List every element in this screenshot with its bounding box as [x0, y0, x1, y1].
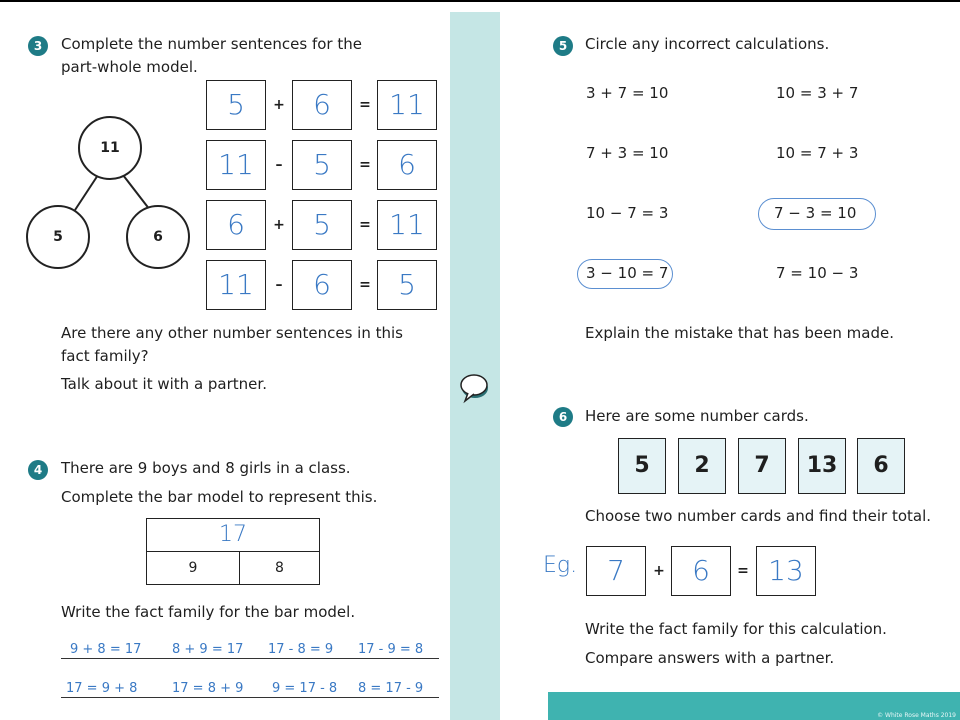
q3-talk-prompt: Talk about it with a partner. [61, 375, 267, 393]
answer-box[interactable]: 13 [756, 546, 816, 596]
equals-sign: = [359, 277, 371, 293]
example-label: Eg. [543, 553, 578, 578]
equals-sign: = [737, 563, 749, 579]
speech-bubble-icon [458, 372, 492, 404]
fact-family-entry: 17 = 9 + 8 [66, 681, 138, 696]
calculation[interactable]: 3 + 7 = 10 [586, 84, 669, 102]
answer-box[interactable]: 5 [292, 200, 352, 250]
answer-box[interactable]: 11 [206, 260, 266, 310]
question-number-badge: 4 [28, 460, 48, 480]
operator: + [273, 97, 285, 113]
number-card[interactable]: 6 [857, 438, 905, 494]
operator: + [273, 217, 285, 233]
calculation[interactable]: 10 − 7 = 3 [586, 204, 669, 222]
answer-box[interactable]: 5 [292, 140, 352, 190]
number-card[interactable]: 7 [738, 438, 786, 494]
calculation[interactable]: 7 + 3 = 10 [586, 144, 669, 162]
q4-prompt: Write the fact family for the bar model. [61, 603, 356, 621]
bar-model-whole[interactable] [146, 518, 320, 552]
top-rule [0, 0, 960, 2]
answer-line [61, 658, 439, 659]
answer-box[interactable]: 7 [586, 546, 646, 596]
q3-title-line2: part-whole model. [61, 58, 198, 76]
q6-choose-prompt: Choose two number cards and find their total. [585, 507, 932, 525]
q6-title: Here are some number cards. [585, 407, 809, 425]
number-card[interactable]: 13 [798, 438, 846, 494]
answer-box[interactable]: 6 [292, 80, 352, 130]
answer-box[interactable]: 5 [377, 260, 437, 310]
answer-box[interactable]: 11 [377, 200, 437, 250]
operator: – [275, 157, 283, 173]
q3-question-line2: fact family? [61, 347, 149, 365]
calculation[interactable]: 10 = 3 + 7 [776, 84, 859, 102]
operator: – [275, 277, 283, 293]
answer-box[interactable]: 6 [377, 140, 437, 190]
fact-family-entry: 9 = 17 - 8 [272, 681, 338, 696]
q5-title: Circle any incorrect calculations. [585, 35, 830, 53]
answer-line [61, 697, 439, 698]
operator: + [653, 563, 665, 579]
whole-circle: 11 [78, 116, 142, 180]
equals-sign: = [359, 217, 371, 233]
question-number-badge: 3 [28, 36, 48, 56]
equals-sign: = [359, 157, 371, 173]
answer-box[interactable]: 6 [671, 546, 731, 596]
center-divider-strip [450, 12, 500, 720]
fact-family-entry: 8 + 9 = 17 [172, 642, 244, 657]
q4-line1: There are 9 boys and 8 girls in a class. [61, 459, 351, 477]
footer-bar [548, 692, 960, 720]
bar-total-value: 17 [219, 522, 247, 547]
part-left-circle: 5 [26, 205, 90, 269]
fact-family-entry: 17 - 9 = 8 [358, 642, 424, 657]
answer-box[interactable]: 11 [377, 80, 437, 130]
answer-box[interactable]: 11 [206, 140, 266, 190]
bar-model-part-left: 9 [146, 551, 240, 585]
answer-box[interactable]: 6 [206, 200, 266, 250]
q3-title-line1: Complete the number sentences for the [61, 35, 362, 53]
copyright-text: © White Rose Maths 2019 [877, 712, 956, 719]
q6-compare-prompt: Compare answers with a partner. [585, 649, 835, 667]
calculation[interactable]: 10 = 7 + 3 [776, 144, 859, 162]
question-number-badge: 5 [553, 36, 573, 56]
calculation-circled[interactable]: 7 − 3 = 10 [774, 204, 857, 222]
q3-question-line1: Are there any other number sentences in this [61, 324, 403, 342]
fact-family-entry: 9 + 8 = 17 [70, 642, 142, 657]
answer-box[interactable]: 5 [206, 80, 266, 130]
answer-box[interactable]: 6 [292, 260, 352, 310]
fact-family-entry: 17 = 8 + 9 [172, 681, 244, 696]
bar-model-part-right: 8 [239, 551, 320, 585]
number-card[interactable]: 2 [678, 438, 726, 494]
question-number-badge: 6 [553, 407, 573, 427]
q4-line2: Complete the bar model to represent this. [61, 488, 378, 506]
q6-write-prompt: Write the fact family for this calculation. [585, 620, 887, 638]
fact-family-entry: 8 = 17 - 9 [358, 681, 424, 696]
number-card[interactable]: 5 [618, 438, 666, 494]
calculation-circled[interactable]: 3 − 10 = 7 [586, 264, 669, 282]
q5-explain-prompt: Explain the mistake that has been made. [585, 324, 894, 342]
fact-family-entry: 17 - 8 = 9 [268, 642, 334, 657]
part-right-circle: 6 [126, 205, 190, 269]
equals-sign: = [359, 97, 371, 113]
calculation[interactable]: 7 = 10 − 3 [776, 264, 859, 282]
